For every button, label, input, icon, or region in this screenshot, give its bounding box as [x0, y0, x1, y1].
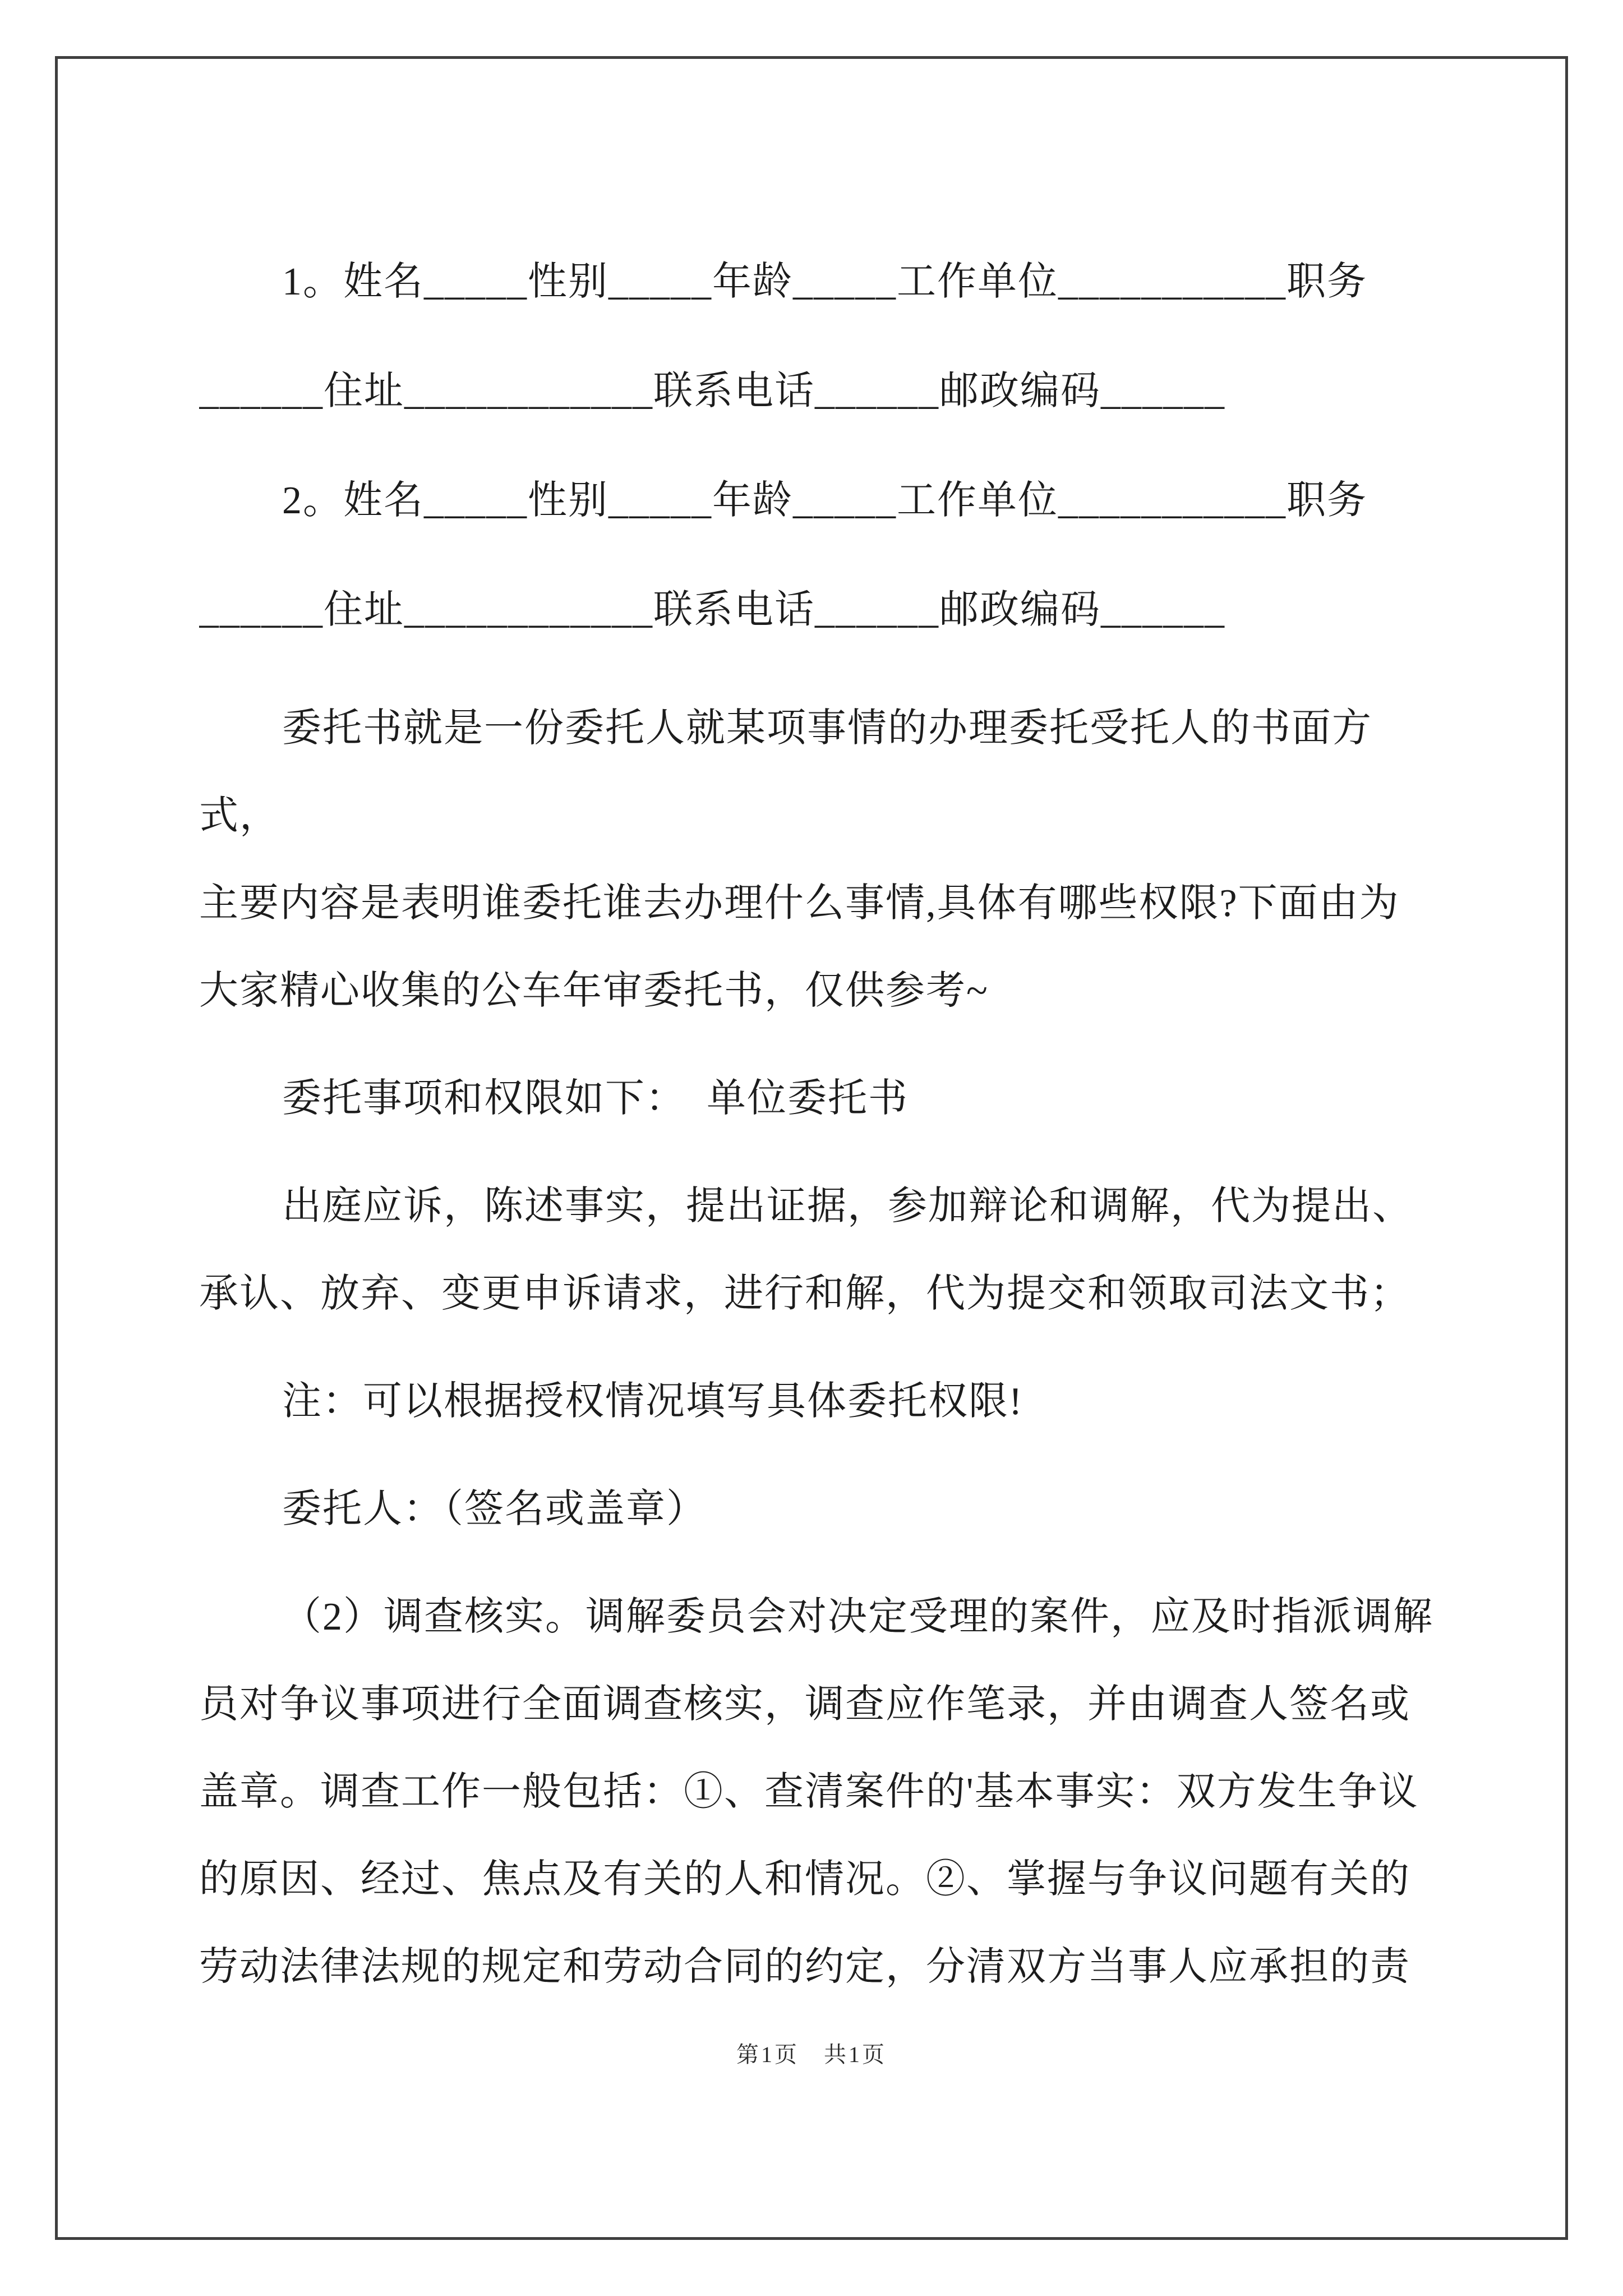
page-footer: 第1页 共1页 [736, 2042, 887, 2067]
paragraph-intro-line-1: 委托书就是一份委托人就某项事情的办理委托受托人的书面方式， [199, 707, 1372, 838]
paragraph-court-line-1: 出庭应诉，陈述事实，提出证据，参加辩论和调解，代为提出、 [282, 1185, 1413, 1228]
paragraph-investigation-line-5: 劳动法律法规的规定和劳动合同的约定，分清双方当事人应承担的责 [199, 1945, 1410, 1989]
form-line-person2-info: 2。姓名_____性别_____年龄_____工作单位___________职务 [282, 479, 1367, 522]
paragraph-court-line-2: 承认、放弃、变更申诉请求，进行和解，代为提交和领取司法文书； [199, 1272, 1410, 1315]
paragraph-intro-line-2: 主要内容是表明谁委托谁去办理什么事情,具体有哪些权限?下面由为 [199, 882, 1400, 925]
form-line-person2-contact: ______住址____________联系电话______邮政编码______ [199, 588, 1225, 632]
form-line-person1-info: 1。姓名_____性别_____年龄_____工作单位___________职务 [282, 260, 1367, 303]
document-content [58, 59, 1565, 2011]
page-border-frame [55, 56, 1568, 2240]
paragraph-signature: 委托人：（签名或盖章） [282, 1488, 707, 1531]
paragraph-entrust-matters: 委托事项和权限如下： 单位委托书 [282, 1077, 909, 1120]
paragraph-investigation-line-4: 的原因、经过、焦点及有关的人和情况。②、掌握与争议问题有关的 [199, 1858, 1410, 1901]
form-line-person1-contact: ______住址____________联系电话______邮政编码______ [199, 370, 1225, 413]
paragraph-note: 注：可以根据授权情况填写具体委托权限! [282, 1380, 1023, 1423]
paragraph-investigation-line-3: 盖章。调查工作一般包括：①、查清案件的'基本事实：双方发生争议 [199, 1770, 1419, 1814]
paragraph-investigation-line-1: （2）调查核实。调解委员会对决定受理的案件，应及时指派调解 [282, 1595, 1433, 1639]
paragraph-investigation-line-2: 员对争议事项进行全面调查核实，调查应作笔录，并由调查人签名或 [199, 1683, 1410, 1726]
paragraph-intro-line-3: 大家精心收集的公车年审委托书，仅供参考~ [199, 969, 989, 1013]
